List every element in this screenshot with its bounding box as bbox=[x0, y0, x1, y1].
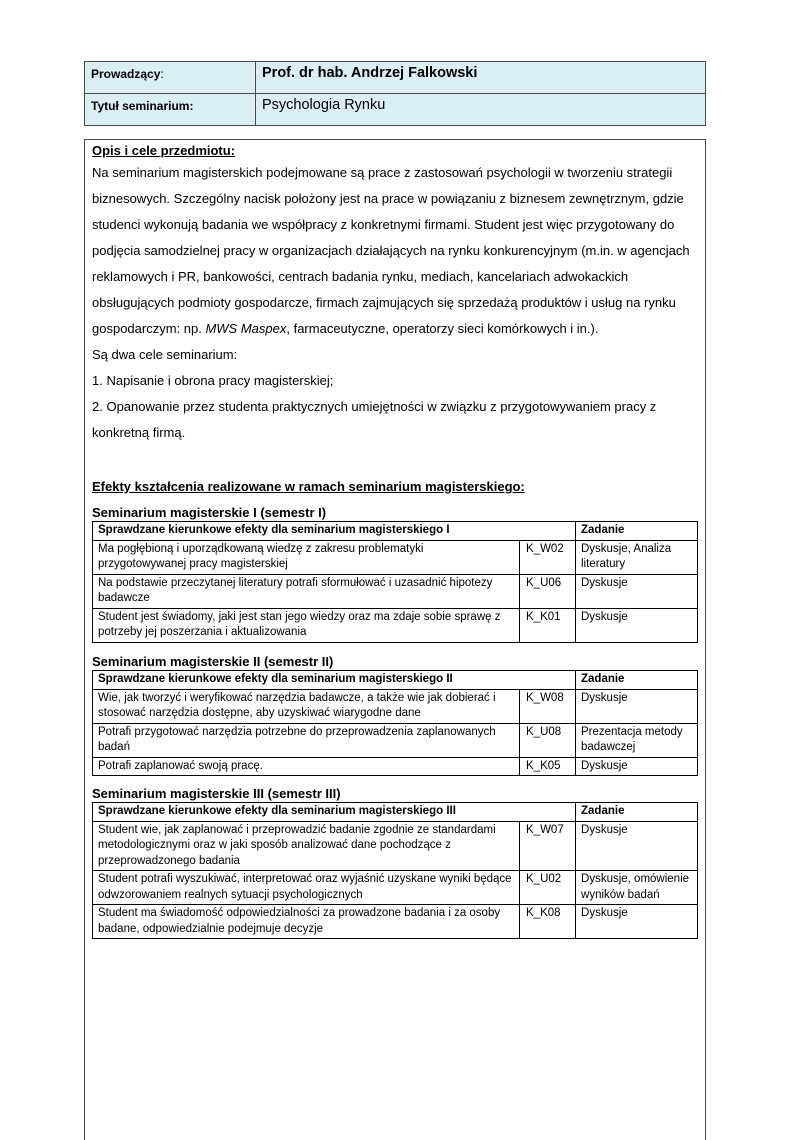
table-row bbox=[93, 540, 698, 574]
efekty-title: Efekty kształcenia realizowane w ramach seminarium magisterskiego: bbox=[92, 479, 525, 494]
effect-code: K_W02 bbox=[520, 540, 576, 574]
effect-task: Dyskusje bbox=[576, 689, 698, 723]
sem2-table bbox=[92, 670, 698, 776]
header-table bbox=[84, 61, 706, 126]
table-header-row bbox=[93, 803, 698, 822]
header-row-tytul bbox=[85, 94, 706, 126]
effect-text: Student ma świadomość odpowiedzialności za prowadzone badania i za osoby badane, odpowiedzialnie podejmuje decyzje bbox=[93, 905, 520, 939]
opis-line: obsługujących podmioty gospodarcze, firmach zajmujących się sprzedażą produktów i usług na rynku bbox=[92, 295, 676, 310]
effect-task: Dyskusje, omówienie wyników badań bbox=[576, 871, 698, 905]
opis-last-italic: MWS Maspex bbox=[205, 321, 287, 336]
effect-text: Ma pogłębioną i uporządkowaną wiedzę z zakresu problematyki przygotowywanej pracy magisterskiej bbox=[93, 540, 520, 574]
effect-code: K_U06 bbox=[520, 574, 576, 608]
tytul-label: Tytuł seminarium: bbox=[85, 94, 256, 126]
opis-section bbox=[92, 142, 702, 446]
opis-last-suffix: , farmaceutyczne, operatorzy sieci komórkowych i in.). bbox=[286, 321, 599, 336]
opis-last-prefix: gospodarczym: np. bbox=[92, 321, 206, 336]
opis-line: reklamowych i PR, bankowości, centrach badania rynku, mediach, kancelariach adwokackich bbox=[92, 269, 629, 284]
effect-text: Student potrafi wyszukiwać, interpretować oraz wyjaśnić uzyskane wyniki będące odwzorowaniem realnych sytuacji psychologicznych bbox=[93, 871, 520, 905]
sem3-table bbox=[92, 802, 698, 939]
table-header-row bbox=[93, 671, 698, 690]
sem3-col-effects: Sprawdzane kierunkowe efekty dla seminarium magisterskiego III bbox=[93, 803, 576, 822]
effect-task: Dyskusje bbox=[576, 608, 698, 642]
sem1-title: Seminarium magisterskie I (semestr I) bbox=[92, 505, 327, 520]
tytul-value: Psychologia Rynku bbox=[256, 94, 706, 126]
table-row bbox=[93, 723, 698, 757]
sem3-title: Seminarium magisterskie III (semestr III) bbox=[92, 786, 341, 801]
table-row bbox=[93, 905, 698, 939]
effect-text: Student jest świadomy, jaki jest stan jego wiedzy oraz ma zdaje sobie sprawę z potrzeby jej poszerzania i aktualizowania bbox=[93, 608, 520, 642]
table-row bbox=[93, 871, 698, 905]
effect-code: K_U02 bbox=[520, 871, 576, 905]
opis-line: studenci wykonują badania we współpracy z konkretnymi firmami. Student jest więc przygotowany do bbox=[92, 217, 675, 232]
cel-1: 1. Napisanie i obrona pracy magisterskiej; bbox=[92, 373, 334, 388]
opis-line: biznesowych. Szczególny nacisk położony jest na prace w powiązaniu z biznesem zewnętrznym, gdzie bbox=[92, 191, 684, 206]
table-row bbox=[93, 608, 698, 642]
opis-line-last bbox=[92, 316, 702, 342]
prowadzacy-label: Prowadzący bbox=[91, 67, 161, 81]
opis-line: podjęcia samodzielnej pracy w organizacjach działających na rynku konkurencyjnym (m.in. w agencjach bbox=[92, 243, 690, 258]
effect-code: K_U08 bbox=[520, 723, 576, 757]
sem3-col-task: Zadanie bbox=[576, 803, 698, 822]
sem2-col-task: Zadanie bbox=[576, 671, 698, 690]
sem2-title: Seminarium magisterskie II (semestr II) bbox=[92, 654, 334, 669]
opis-title: Opis i cele przedmiotu: bbox=[92, 143, 236, 158]
header-row-prowadzacy bbox=[85, 62, 706, 94]
effect-task: Dyskusje bbox=[576, 757, 698, 776]
opis-line: Na seminarium magisterskich podejmowane są prace z zastosowań psychologii w tworzeniu strategii bbox=[92, 165, 673, 180]
effect-code: K_W07 bbox=[520, 821, 576, 871]
table-header-row bbox=[93, 522, 698, 541]
effect-code: K_K01 bbox=[520, 608, 576, 642]
effect-task: Dyskusje bbox=[576, 574, 698, 608]
table-row bbox=[93, 757, 698, 776]
effect-code: K_K08 bbox=[520, 905, 576, 939]
effect-task: Dyskusje bbox=[576, 905, 698, 939]
effect-code: K_W08 bbox=[520, 689, 576, 723]
sem1-col-task: Zadanie bbox=[576, 522, 698, 541]
effect-text: Wie, jak tworzyć i weryfikować narzędzia badawcze, a także wie jak dobierać i stosować narzędzia dostępne, aby uzyskiwać wiarygodne dane bbox=[93, 689, 520, 723]
table-row bbox=[93, 821, 698, 871]
opis-text bbox=[92, 160, 702, 446]
effect-code: K_K05 bbox=[520, 757, 576, 776]
effect-text: Student wie, jak zaplanować i przeprowadzić badanie zgodnie ze standardami metodologicznymi oraz w jaki sposób analizować dane pochodzące z przeprowadzonego badania bbox=[93, 821, 520, 871]
effect-text: Na podstawie przeczytanej literatury potrafi sformułować i uzasadnić hipotezy badawcze bbox=[93, 574, 520, 608]
cel-2-line-2: konkretną firmą. bbox=[92, 425, 186, 440]
prowadzacy-value: Prof. dr hab. Andrzej Falkowski bbox=[256, 62, 706, 94]
cel-2-line-1: 2. Opanowanie przez studenta praktycznych umiejętności w związku z przygotowywaniem pracy z bbox=[92, 399, 657, 414]
effect-text: Potrafi zaplanować swoją pracę. bbox=[93, 757, 520, 776]
effect-text: Potrafi przygotować narzędzia potrzebne do przeprowadzenia zaplanowanych badań bbox=[93, 723, 520, 757]
table-row bbox=[93, 574, 698, 608]
sem1-col-effects: Sprawdzane kierunkowe efekty dla seminarium magisterskiego I bbox=[93, 522, 576, 541]
effect-task: Dyskusje, Analiza literatury bbox=[576, 540, 698, 574]
table-row bbox=[93, 689, 698, 723]
effect-task: Prezentacja metody badawczej bbox=[576, 723, 698, 757]
sem2-col-effects: Sprawdzane kierunkowe efekty dla seminarium magisterskiego II bbox=[93, 671, 576, 690]
cele-intro: Są dwa cele seminarium: bbox=[92, 347, 238, 362]
prowadzacy-colon: : bbox=[160, 67, 164, 81]
effect-task: Dyskusje bbox=[576, 821, 698, 871]
prowadzacy-label-cell bbox=[85, 62, 256, 94]
sem1-table bbox=[92, 521, 698, 643]
